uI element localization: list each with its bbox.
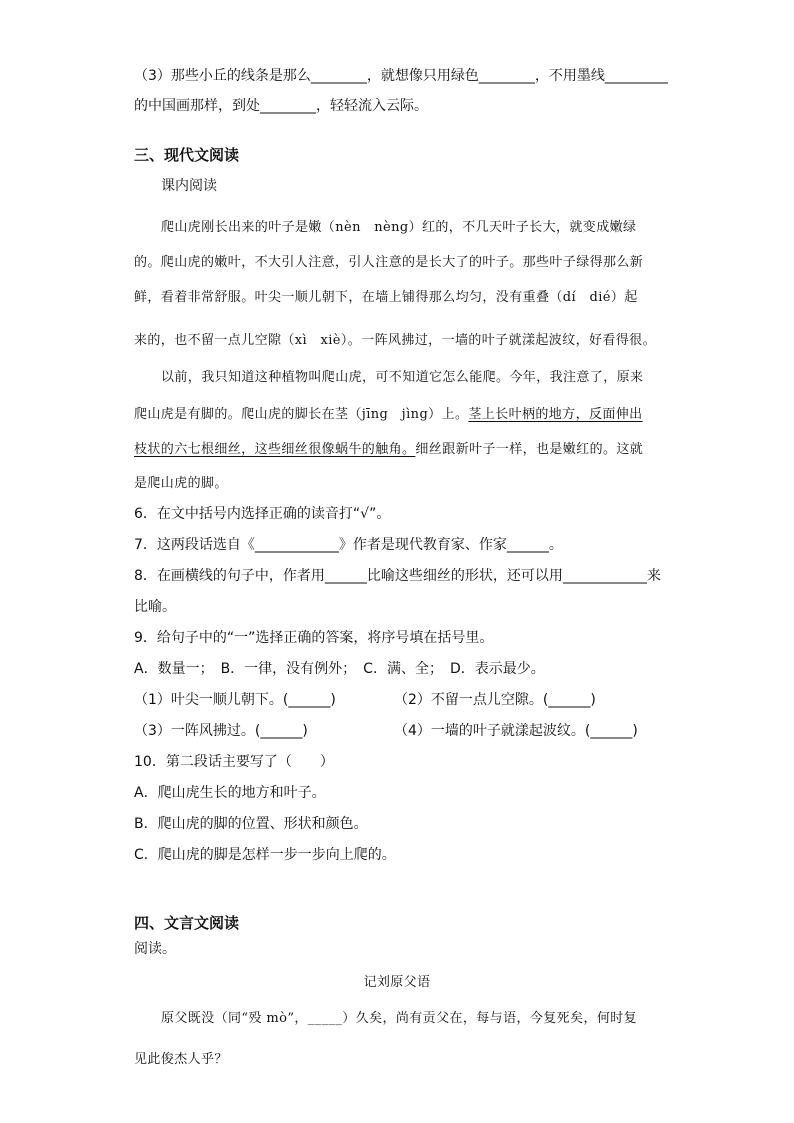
question-7: 7．这两段话选自《____________》作者是现代教育家、作家______。 [134, 537, 563, 553]
question-6: 6．在文中括号内选择正确的读音打“√”。 [134, 506, 391, 522]
question-9-options: A．数量一； B．一律，没有例外； C．满、全； D．表示最少。 [134, 661, 545, 677]
passage-p2-line-3 [134, 440, 643, 460]
classical-text-title: 记刘原父语 [363, 975, 431, 990]
passage-p1-line-3: 鲜，看着非常舒服。叶尖一顺儿朝下，在墙上铺得那么均匀，没有重叠（dí dié）起 [134, 290, 638, 305]
question-10-option-c: C．爬山虎的脚是怎样一步一步向上爬的。 [134, 847, 396, 863]
question-9-item-3: （3）一阵风拂过。(______) [134, 723, 308, 739]
classical-text-line-1: 原父既没（同“殁 mò”，_____）久矣，尚有贡父在，每与语，今复死矣，何时复 [161, 1011, 638, 1026]
section-3-subheading: 课内阅读 [161, 178, 217, 194]
question-9-item-1: （1）叶尖一顺儿朝下。(______) [134, 692, 336, 708]
q3-line-1: （3）那些小丘的线条是那么________，就想像只用绿色________，不用墨线_________ [134, 68, 668, 84]
question-8-line-1: 8．在画横线的句子中，作者用______比喻这些细丝的形状，还可以用____________来 [134, 568, 661, 584]
section-4-heading: 四、文言文阅读 [134, 914, 240, 932]
question-9: 9．给句子中的“一”选择正确的答案，将序号填在括号里。 [134, 630, 494, 646]
question-10-option-b: B．爬山虎的脚的位置、形状和颜色。 [134, 816, 368, 832]
section-3-heading: 三、现代文阅读 [134, 146, 240, 164]
question-10-option-a: A．爬山虎生长的地方和叶子。 [134, 785, 326, 801]
underlined-sentence-part-2: 枝状的六七根细丝，这些细丝很像蜗牛的触角。 [134, 442, 416, 457]
question-8-line-2: 比喻。 [134, 599, 176, 615]
passage-p1-line-4: 来的，也不留一点儿空隙（xì xiè）。一阵风拂过，一墙的叶子就漾起波纹，好看得很。 [134, 333, 656, 348]
question-10: 10．第二段话主要写了（ ） [134, 754, 334, 770]
passage-p2-line-1: 以前，我只知道这种植物叫爬山虎，可不知道它怎么能爬。今年，我注意了，原来 [161, 370, 644, 385]
q3-line-2: 的中国画那样，到处________，轻轻流入云际。 [134, 98, 428, 114]
question-9-item-4: （4）一墙的叶子就漾起波纹。(______) [394, 723, 638, 739]
underlined-sentence-part-1: 茎上长叶柄的地方，反面伸出 [468, 407, 643, 422]
classical-text-line-2: 见此俊杰人乎？ [134, 1052, 228, 1067]
passage-p2-line-4: 是爬山虎的脚。 [134, 476, 228, 491]
passage-p2-line-3-text: 细丝跟新叶子一样，也是嫩红的。这就 [415, 442, 644, 457]
passage-p1-line-1: 爬山虎刚长出来的叶子是嫩（nèn nèng）红的，不几天叶子长大，就变成嫩绿 [161, 220, 637, 235]
question-9-item-2: （2）不留一点儿空隙。(______) [394, 692, 596, 708]
passage-p2-line-2-text: 爬山虎是有脚的。爬山虎的脚长在茎（jīng jìng）上。 [134, 407, 469, 422]
passage-p1-line-2: 的。爬山虎的嫩叶，不大引人注意，引人注意的是长大了的叶子。那些叶子绿得那么新 [134, 255, 644, 270]
section-4-subheading: 阅读。 [134, 941, 176, 957]
passage-p2-line-2 [134, 405, 643, 425]
